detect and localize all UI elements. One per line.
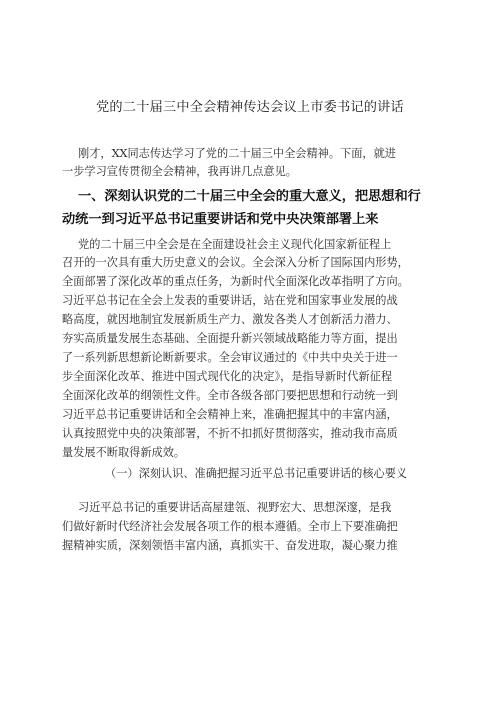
section-heading: 一、深刻认识党的二十届三中全会的重大意义，把思想和行: [78, 189, 421, 204]
paragraph-line: 习近平总书记的重要讲话高屋建瓴、视野宏大、思想深邃，是我: [78, 501, 392, 514]
paragraph-line: 了一系列新思想新论断新要求。全会审议通过的《中共中央关于进一: [62, 351, 398, 364]
paragraph-line: 习近平总书记在全会上发表的重要讲话，站在党和国家事业发展的战: [62, 294, 398, 307]
intro-line: 一步学习宣传贯彻全会精神，我再讲几点意见。: [62, 165, 297, 178]
paragraph-line: 步全面深化改革、推进中国式现代化的决定》，是指导新时代新征程: [62, 370, 393, 383]
paragraph-line: 党的二十届三中全会是在全面建设社会主义现代化国家新征程上: [78, 238, 392, 251]
paragraph-line: 全面部署了深化改革的重点任务，为新时代全面深化改革指明了方向。: [62, 275, 409, 288]
document-title: 党的二十届三中全会精神传达会议上市委书记的讲话: [96, 100, 404, 115]
intro-line: 刚才，XX同志传达学习了党的二十届三中全会精神。下面，就进: [78, 147, 396, 160]
paragraph-line: 认真按照党中央的决策部署，不折不扣抓好贯彻落实，推动我市高质: [62, 427, 398, 440]
paragraph-line: 召开的一次具有重大历史意义的会议。全会深入分析了国际国内形势，: [62, 256, 409, 269]
paragraph-line: 握精神实质，深刻领悟丰富内涵，真抓实干、奋发进取，凝心聚力推: [62, 539, 398, 552]
paragraph-line: 量发展不断取得新成效。: [62, 446, 186, 459]
paragraph-line: 习近平总书记重要讲话和全会精神上来，准确把握其中的丰富内涵，: [62, 408, 398, 421]
paragraph-line: 夯实高质量发展生态基础、全面提升新兴领域战略能力等方面，提出: [62, 332, 398, 345]
section-heading: 动统一到习近平总书记重要讲话和党中央决策部署上来: [62, 212, 379, 227]
subsection-heading: （一）深刻认识、准确把握习近平总书记重要讲话的核心要义: [105, 467, 408, 480]
paragraph-line: 们做好新时代经济社会发展各项工作的根本遵循。全市上下要准确把: [62, 520, 398, 533]
paragraph-line: 全面深化改革的纲领性文件。全市各级各部门要把思想和行动统一到: [62, 389, 398, 402]
paragraph-line: 略高度，就因地制宜发展新质生产力、激发各类人才创新活力潜力、: [62, 313, 398, 326]
